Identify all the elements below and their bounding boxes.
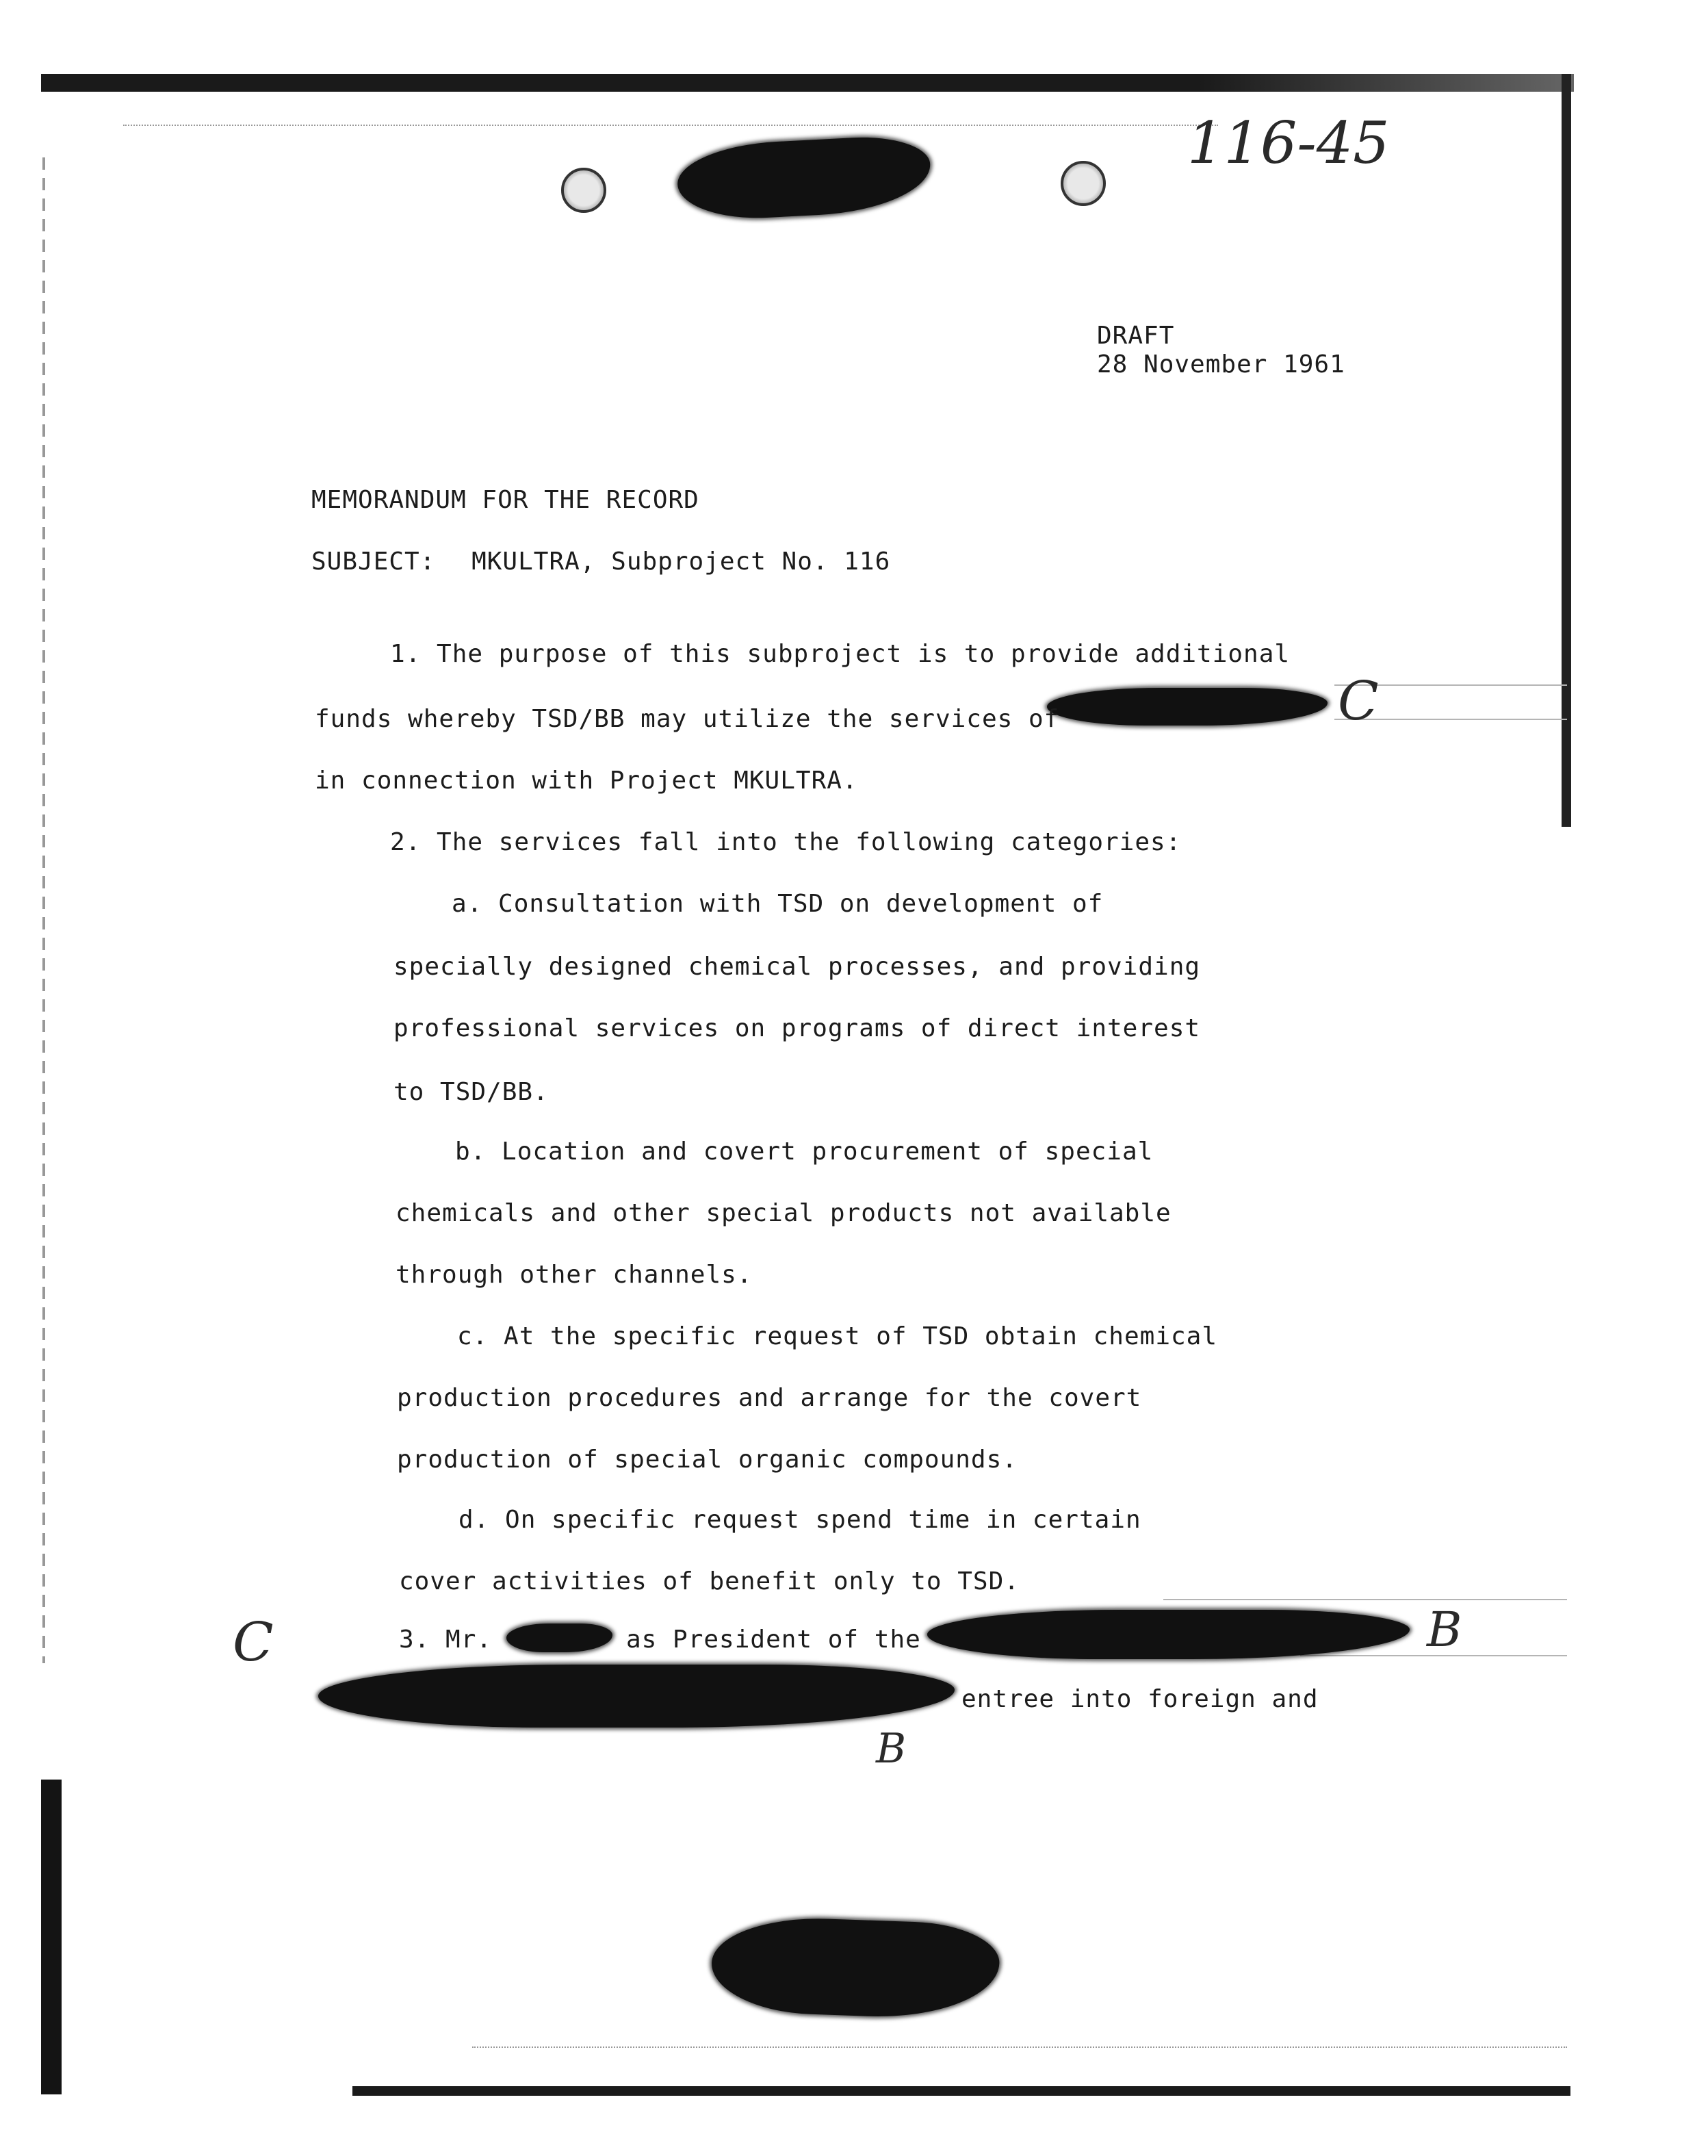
draft-label: DRAFT bbox=[1097, 322, 1175, 350]
punch-hole-right bbox=[1061, 161, 1106, 206]
paragraph-1-line-2: funds whereby TSD/BB may utilize the services of bbox=[315, 705, 1060, 733]
item-c-line-2: production procedures and arrange for the covert bbox=[397, 1384, 1142, 1412]
handwritten-mark-b-bottom: B bbox=[876, 1725, 907, 1773]
item-a-line-3: professional services on programs of direct interest bbox=[393, 1014, 1201, 1042]
item-b-line-1: b. Location and covert procurement of special bbox=[455, 1138, 1154, 1166]
scan-edge-top-fade bbox=[1198, 74, 1574, 92]
document-date: 28 November 1961 bbox=[1097, 350, 1345, 378]
subject-label: SUBJECT: bbox=[311, 548, 436, 576]
item-c-line-1: c. At the specific request of TSD obtain chemical bbox=[457, 1322, 1218, 1350]
item-d-line-1: d. On specific request spend time in certain bbox=[458, 1506, 1141, 1534]
punch-hole-left bbox=[561, 168, 606, 213]
handwritten-doc-number: 116-45 bbox=[1187, 110, 1390, 177]
paragraph-2: 2. The services fall into the following categories: bbox=[390, 828, 1182, 856]
redaction-footer bbox=[710, 1915, 1001, 2021]
scan-edge-bottom-left bbox=[41, 1780, 62, 2094]
item-b-line-2: chemicals and other special products not available bbox=[396, 1199, 1172, 1227]
paragraph-3-number: 3. Mr. bbox=[399, 1626, 493, 1654]
item-a-line-1: a. Consultation with TSD on development of bbox=[452, 890, 1104, 918]
item-d-line-2: cover activities of benefit only to TSD. bbox=[399, 1567, 1020, 1595]
item-a-line-2: specially designed chemical processes, and providing bbox=[393, 953, 1201, 981]
subject-line bbox=[311, 548, 890, 576]
paragraph-1-line-3: in connection with Project MKULTRA. bbox=[315, 767, 858, 795]
scan-line-3 bbox=[1163, 1599, 1567, 1600]
redaction-president-of bbox=[927, 1610, 1410, 1659]
scan-dotted-top bbox=[123, 125, 1218, 126]
scan-edge-left bbox=[42, 157, 45, 1663]
memo-title: MEMORANDUM FOR THE RECORD bbox=[311, 486, 699, 514]
scan-dotted-bottom bbox=[472, 2046, 1567, 2048]
paragraph-3-as-president: as President of the bbox=[626, 1626, 921, 1654]
scan-edge-bottom bbox=[352, 2086, 1570, 2096]
redaction-header bbox=[675, 133, 932, 222]
paragraph-3-entree: entree into foreign and bbox=[961, 1685, 1319, 1713]
handwritten-mark-b-right: B bbox=[1427, 1602, 1462, 1658]
item-b-line-3: through other channels. bbox=[396, 1261, 753, 1289]
item-a-line-4: to TSD/BB. bbox=[393, 1078, 549, 1106]
handwritten-mark-c-left: C bbox=[233, 1612, 274, 1673]
subject-value: MKULTRA, Subproject No. 116 bbox=[471, 548, 891, 576]
paragraph-1-line-1: 1. The purpose of this subproject is to provide additional bbox=[390, 640, 1291, 668]
item-c-line-3: production of special organic compounds. bbox=[397, 1446, 1018, 1474]
redaction-services-of bbox=[1047, 688, 1328, 726]
scan-edge-right bbox=[1562, 74, 1571, 827]
redaction-entree bbox=[318, 1665, 955, 1728]
redaction-mr-name bbox=[506, 1624, 612, 1652]
handwritten-mark-c-right: C bbox=[1338, 671, 1379, 732]
